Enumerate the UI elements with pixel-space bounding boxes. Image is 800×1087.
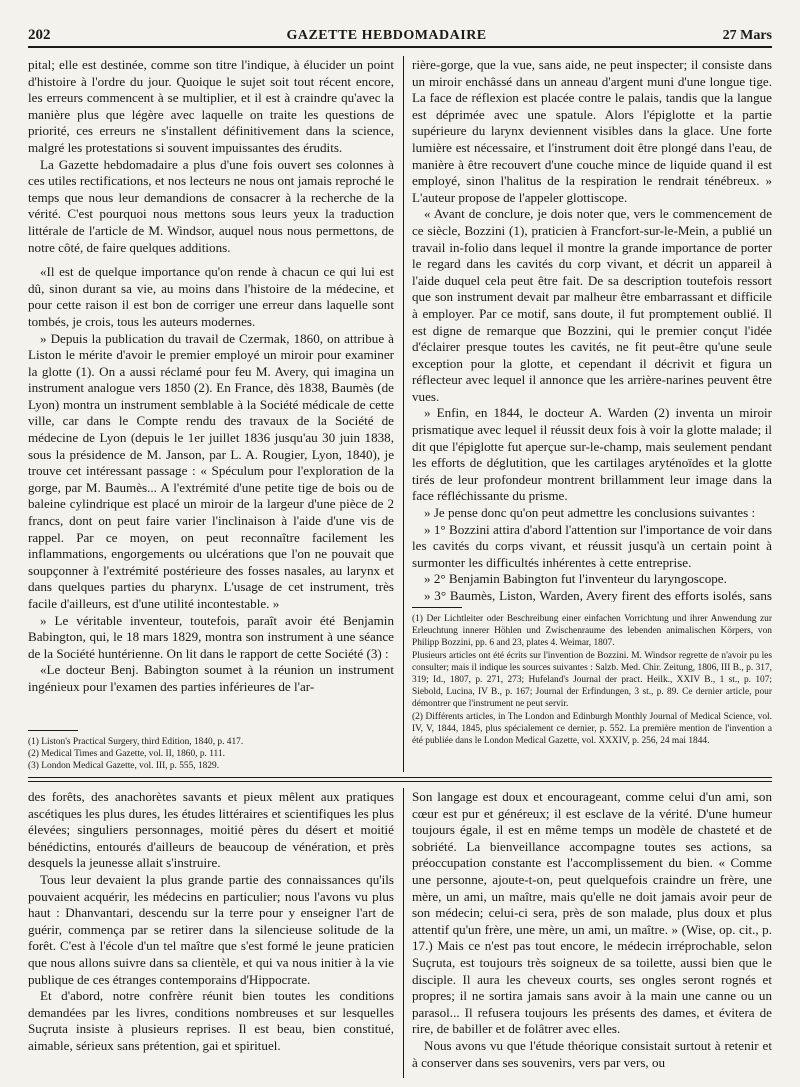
paragraph: Et d'abord, notre confrère réunit bien toutes les conditions demandées par les livres, conditions nombreuses et sur lesquelles Suçruta insiste à plusieurs reprises. Il est beau, bien constitué, aimable, sérieux sans prétention, gai et spirituel.: [28, 988, 394, 1053]
footnote: (2) Différents articles, in The London and Edinburgh Monthly Journal of Medical Science, vol. IV, V, 1844, 1845, plus spécialement ce dernier, p. 552. La première mention de l'invention a été publiée dans le London Medical Gazette, vol. XXXIV, p. 256, 24 mai 1844.: [412, 711, 772, 747]
paragraph: Son langage est doux et encourageant, comme celui d'un ami, son cœur est pur et généreux; il est esclave de la vérité. D'une humeur toujours égale, il est en même temps un modèle de chasteté et de sobriété. La bienveillance accompagne toutes ses actions, sa préoccupation constante est l'accomplissement du bien. « Comme une personne, ajoute-t-on, peut quelquefois craindre un frère, une mère, un ami, un maître, mais qu'elle ne doit jamais avoir peur de son médecin; celui-ci sera, près de son malade, plus doux et plus attentif qu'un frère, une mère, un ami, un maître. » (Wise, op. cit., p. 17.) Mais ce n'est pas tout encore, le médecin irréprochable, selon Suçruta, est toujours très soigneux de sa toilette, aussi bien que le disciple. Il aura les cheveux courts, ses ongles seront rognés et propres; il ne sortira jamais sans avoir à la main une canne ou un parasol... Il refusera toujours les présents des dames, et évitera de rire, de babiller et de folâtrer avec elles.: [412, 789, 772, 1037]
paragraph: «Il est de quelque importance qu'on rende à chacun ce qui lui est dû, sinon durant sa vie, au moins dans l'histoire de la médecine, et pour cette raison il est bon de corriger une erreur dans laquelle sont tombés, je crois, tous les auteurs modernes.: [28, 264, 394, 329]
journal-title: GAZETTE HEBDOMADAIRE: [286, 28, 487, 43]
footnote: (1) Der Lichtleiter oder Beschreibung einer einfachen Vorrichtung und ihrer Anwendung zur Erleuchtung innerer Höhlen und Zwischenraume des lebenden animalischen Körpers, von Philipp Bozzini, pp. 6 and 23, plates 4. Weimar, 1807.: [412, 614, 772, 649]
paragraph: » Enfin, en 1844, le docteur A. Warden (2) inventa un miroir prismatique avec lequel il réussit deux fois à voir la glotte malade; il dit que l'épiglotte fut aperçue sur-le-champ, mais seulement pendant les efforts de déglutition, que les cartilages aryténoïdes et la glotte tirés de leur profondeur montrent brillamment leur image dans la face réfléchissante du prisme.: [412, 405, 772, 504]
footnotes-right: [412, 607, 772, 773]
footnote-rule: [412, 607, 462, 608]
paragraph: » Depuis la publication du travail de Czermak, 1860, on attribue à Liston le mérite d'avoir le premier employé un miroir pour examiner la glotte (1). On a aussi réclamé pour feu M. Avery, qui imagina un instrument analogue vers 1850 (2). En France, dès 1838, Baumès (de Lyon) montra un instrument semblable à la Société médicale de cette ville, car dans le Compte rendu des travaux de la Société de médecine de Lyon (depuis le 1er juillet 1836 jusqu'au 30 juin 1838, sous la présidence de M. Janson, par L. A. Rougier, Lyon, 1840), je trouve cet intéressant passage : « Spéculum pour l'exploration de la gorge, par M. Baumès... A l'extrémité d'une petite tige de bois ou de baleine cylindrique est placé un miroir de la largeur d'une pièce de 2 francs, dont on peut faire varier l'inclinaison à l'aide d'une vis de rappel. Par ce moyen, on peut reconnaître facilement les inflammations, engorgements ou ulcérations que l'on ne pouvait que soupçonner à l'extrémité postérieure des fosses nasales, au larynx et dans quelques parties du pharynx. L'usage de cet instrument, très facile d'ailleurs, est d'une utilité incontestable. »: [28, 330, 394, 611]
column-right-bottom: [412, 789, 772, 1079]
paragraph: » 3° Baumès, Liston, Warden, Avery firent des efforts isolés, sans: [424, 588, 772, 602]
paragraph: « Avant de conclure, je dois noter que, vers le commencement de ce siècle, Bozzini (1), praticien à Francfort-sur-le-Mein, a publié un travail in-folio dans lequel il montre la grande importance de porter le regard dans les cavités du corp vivant, et décrit un appareil à l'aide duquel cela peut être fait. De sa description toutefois ressort que son instrument devait par malheur être embarrassant et difficile à employer. Par ce motif, sans doute, il fut promptement oublié. Il est digne de remarque que Bozzini, qui le premier conçut l'idée d'éclairer presque toutes les cavités, ne fit peut-être qu'une seule exception pour la glotte, et cependant il décrivit et figura un réflecteur avec lequel il annonce que les arrière-narines peuvent être vues.: [412, 206, 772, 404]
paragraph: «Le docteur Benj. Babington soumet à la réunion un instrument ingénieux pour l'examen des parties inférieures de l'ar-: [28, 662, 394, 694]
page-header: [28, 22, 772, 44]
paragraph: La Gazette hebdomadaire a plus d'une fois ouvert ses colonnes à ces utiles rectifications, et nos lecteurs ne nous ont jamais reproché le temps que nous leur demandions de consacrer à la recherche de la vérité. C'est pourquoi nous mettons sous leurs yeux la traduction littérale de l'article de M. Windsor, auquel nous nous permettons, de notre côté, de faire quelques additions.: [28, 156, 394, 255]
footnote: (1) Liston's Practical Surgery, third Edition, 1840, p. 417.: [28, 737, 244, 747]
footnote: Plusieurs articles ont été écrits sur l'invention de Bozzini. M. Windsor regrette de n'avoir pu les consulter; mais il indique les sources suivantes : Salzb. Med. Chir. Zeitung, 1806, III B., p. 317, 319; Id., 1807, p. 271, 273; Hufeland's Journal der pract. Heilk., XXIV B., 1 st., p. 107; Siebold, Lucina, IV B., p. 167; Journal der Erfindungen, 3 st., p. 89. Ce dernier article, pour démontrer que l'instrument ne peut servir.: [412, 650, 772, 710]
column-divider-bottom: [403, 788, 404, 1078]
paragraph: » Le véritable inventeur, toutefois, paraît avoir été Benjamin Babington, qui, le 18 mars 1829, montra son instrument à une séance de la Société huntérienne. On lit dans le rapport de cette Société (3) :: [28, 612, 394, 661]
footnote: (2) Medical Times and Gazette, vol. II, 1860, p. 111.: [28, 749, 225, 760]
footnotes-left: [28, 730, 394, 775]
page-number: 202: [28, 27, 51, 43]
footnote: (3) London Medical Gazette, vol. III, p. 555, 1829.: [28, 761, 220, 772]
paragraph: » 2° Benjamin Babington fut l'inventeur du laryngoscope.: [424, 571, 727, 587]
footnote-rule: [28, 730, 78, 731]
section-rule-thin: [28, 781, 772, 782]
header-rule: [28, 46, 772, 48]
section-rule: [28, 777, 772, 778]
paragraph: Nous avons vu que l'étude théorique consistait surtout à retenir et à conserver dans ses souvenirs, vers par vers, ou: [412, 1037, 772, 1070]
paragraph: pital; elle est destinée, comme son titre l'indique, à élucider un point d'histoire à l'ordre du jour. Quoique le sujet soit tout récent encore, les erreurs commencent à se multiplier, et il est à craindre qu'avec la manière plus que légère avec laquelle on traite les questions de priorité, ces erreurs ne s'installent définitivement dans la science, malgré les protestations si souvent impuissantes des érudits.: [28, 57, 394, 155]
column-divider-top: [403, 56, 404, 772]
paragraph: des forêts, des anachorètes savants et pieux mêlent aux pratiques ascétiques les plus dures, les études littéraires et scientifiques les plus élevées; singuliers personnages, moitié pères du désert et moitié bénédictins, entourés d'ailleurs de beaucoup de vénération, et près desquels la jeunesse allait s'instruire.: [28, 789, 394, 871]
paragraph: Tous leur devaient la plus grande partie des connaissances qu'ils pouvaient acquérir, les médecins en particulier; nous l'avons vu plus haut : Dhanvantari, descendu sur la terre pour y enseigner l'art de guérir, commença par se retirer dans la silencieuse solitude de la forêt. C'est à l'école d'un tel maître que s'est formé le jeune praticien que nous allons suivre dans sa clientèle, et qui va nous initier à la vie publique de ces étranges contemporains d'Hippocrate.: [28, 871, 394, 987]
paragraph: rière-gorge, que la vue, sans aide, ne peut inspecter; il consiste dans un miroir enchâssé dans un anneau d'argent muni d'une longue tige. La face de réflexion est placée contre le palais, tandis que la langue est déprimée avec une spatule. Alors l'épiglotte et la partie supérieure du larynx deviennent visibles dans la glace. Une forte lumière est nécessaire, et l'instrument doit être plongé dans l'eau, de manière à être recouvert d'une couche mince de liquide quand il est employé, sinon l'halitus de la respiration le rendrait ténébreux. » L'auteur propose de l'appeler glottiscope.: [412, 57, 772, 205]
column-right-top: [412, 57, 772, 602]
column-left-bottom: [28, 789, 394, 1079]
paragraph: » 1° Bozzini attira d'abord l'attention sur l'importance de voir dans les cavités du corps vivant, et réussit jusqu'à un certain point à surmonter les difficultés inhérentes à cette entreprise.: [412, 521, 772, 570]
column-left-top: [28, 57, 394, 725]
issue-date: 27 Mars: [722, 28, 772, 43]
paragraph: » Je pense donc qu'on peut admettre les conclusions suivantes :: [424, 505, 756, 521]
